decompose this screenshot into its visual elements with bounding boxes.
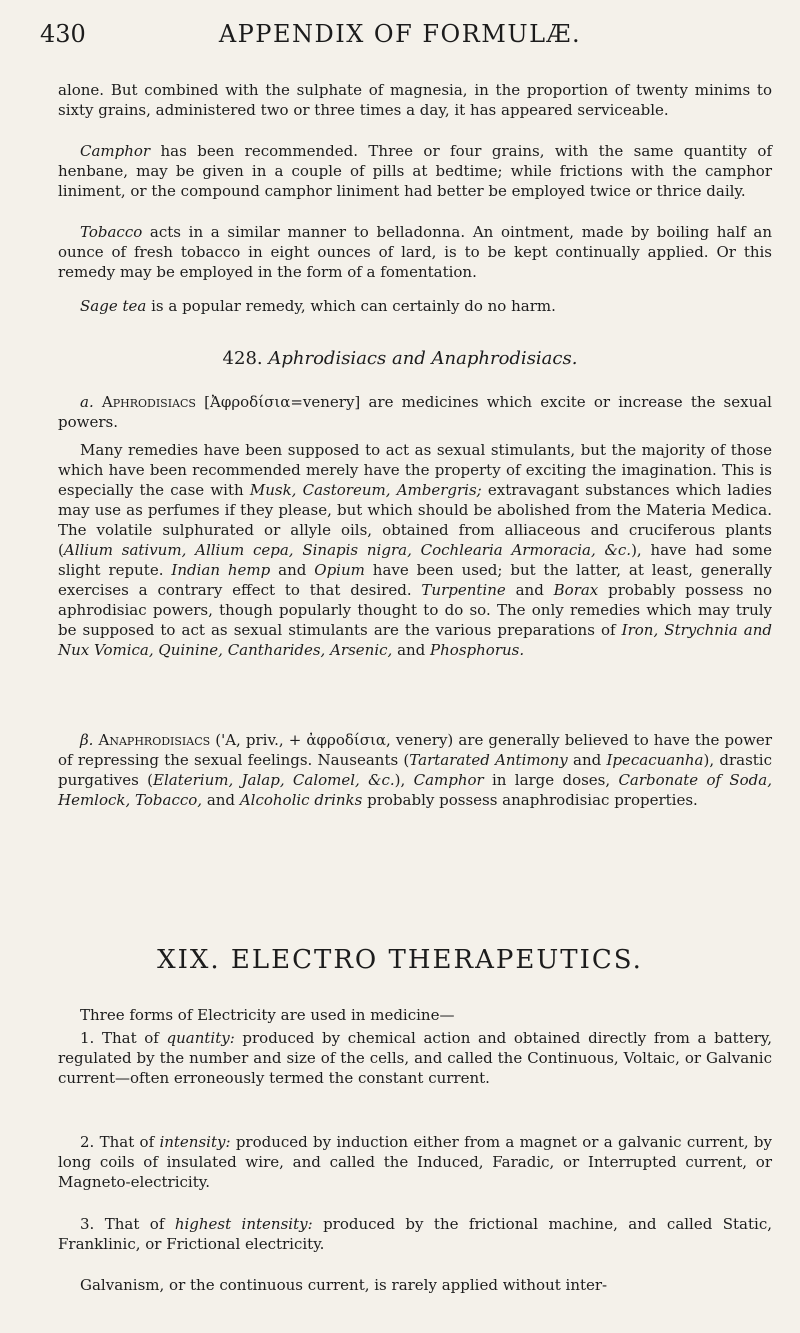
page-number: 430	[40, 20, 86, 48]
tobacco-term: Tobacco	[80, 223, 143, 241]
section-title: Aphrodisiacs and Anaphrodisiacs.	[268, 348, 578, 369]
paragraph-quantity	[58, 1028, 772, 1088]
text-run: and	[392, 641, 431, 659]
italic-run: highest intensity:	[174, 1215, 313, 1233]
text-run: 1. That of	[80, 1029, 167, 1047]
text-run: and	[567, 751, 607, 769]
paragraph-galvanism: Galvanism, or the continuous current, is rarely applied without inter-	[80, 1276, 608, 1294]
paragraph-camphor	[58, 141, 772, 201]
italic-run: Camphor	[413, 771, 484, 789]
italic-run: Ipecacuanha	[606, 751, 704, 769]
italic-run: Turpentine	[421, 581, 506, 599]
sage-tea-text: is a popular remedy, which can certainly do no harm.	[146, 297, 556, 315]
text-run: ), drastic purgatives (	[58, 751, 772, 789]
text-run: ('A, priv., + ἀφροδίσια, venery) are generally believed to have the power of repressing the sexual feelings. Nauseants (	[58, 731, 772, 769]
text-run: ),	[394, 771, 414, 789]
paragraph-aphrodisiacs-definition	[58, 392, 772, 432]
text-run: and	[505, 581, 554, 599]
text-run: and	[270, 561, 315, 579]
italic-run: quantity:	[166, 1029, 235, 1047]
italic-run: Opium	[314, 561, 365, 579]
sage-tea-term: Sage tea	[80, 297, 147, 315]
paragraph-highest-intensity	[58, 1214, 772, 1254]
text-run: 3. That of	[80, 1215, 175, 1233]
anaphrodisiacs-label: β.	[80, 731, 94, 749]
paragraph-forms-of-electricity: Three forms of Electricity are used in medicine—	[80, 1006, 455, 1024]
paragraph-sage-tea	[58, 296, 772, 316]
text-run: have been used; but the latter, at least, generally exercises a contrary effect to that desired.	[58, 561, 772, 599]
italic-run: intensity:	[159, 1133, 231, 1151]
italic-run: Phosphorus.	[430, 641, 525, 659]
italic-run: Alcoholic drinks	[239, 791, 363, 809]
text-run: and	[202, 791, 240, 809]
italic-run: Elaterium, Jalap, Calomel, &c.	[153, 771, 395, 789]
italic-run: Carbonate of Soda, Hemlock, Tobacco,	[58, 771, 772, 809]
text-run: 2. That of	[80, 1133, 160, 1151]
paragraph-aphrodisiacs-remedies	[58, 440, 772, 660]
text-run: ), have had some slight repute.	[58, 541, 772, 579]
paragraph-tobacco	[58, 222, 772, 282]
text-run: produced by induction either from a magnet or a galvanic current, by long coils of insulated wire, and called the Induced, Faradic, or Interrupted current, or Magneto-electricity.	[58, 1133, 772, 1191]
italic-run: Musk, Castoreum, Ambergris;	[249, 481, 482, 499]
italic-run: Indian hemp	[171, 561, 271, 579]
text-run: produced by the frictional machine, and called Static, Franklinic, or Frictional electricity.	[58, 1215, 772, 1253]
camphor-text: has been recommended. Three or four grains, with the same quantity of henbane, may be given in a couple of pills at bedtime; while frictions with the camphor liniment, or the compound camphor liniment had better be employed twice or thrice daily.	[58, 142, 772, 200]
camphor-term: Camphor	[80, 142, 151, 160]
tobacco-text: acts in a similar manner to belladonna. An ointment, made by boiling half an ounce of fresh tobacco in eight ounces of lard, is to be kept continually applied. Or this remedy may be employed in the form of a fomentation.	[58, 223, 772, 281]
chapter-title: XIX. ELECTRO THERAPEUTICS.	[157, 945, 643, 975]
paragraph-anaphrodisiacs	[58, 730, 772, 810]
text-run: in large doses,	[483, 771, 619, 789]
paragraph-hyoscyamus-end: alone. But combined with the sulphate of magnesia, in the proportion of twenty minims to sixty grains, administered two or three times a day, it has appeared serviceable.	[58, 81, 772, 119]
text-run: Many remedies have been supposed to act as sexual stimulants, but the majority of those which have been recommended merely have the property of exciting the imagination. This is especially the case with	[58, 441, 772, 499]
section-heading	[0, 348, 800, 369]
section-number: 428.	[222, 348, 263, 369]
italic-run: Tartarated Antimony	[409, 751, 568, 769]
page-header	[40, 20, 760, 60]
italic-run: Allium sativum, Allium cepa, Sinapis nigra, Cochlearia Armoracia, &c.	[63, 541, 632, 559]
anaphrodisiacs-term: Anaphrodisiacs	[98, 731, 211, 749]
paragraph-intensity	[58, 1132, 772, 1192]
italic-run: Borax	[553, 581, 599, 599]
italic-run: Iron, Strychnia and Nux Vomica, Quinine, Cantharides, Arsenic,	[58, 621, 772, 659]
text-run: extravagant substances which ladies may use as perfumes if they please, but which should be abolished from the Materia Medica. The volatile sulphurated or allyle oils, obtained from alliaceous and cruciferous plants (	[58, 481, 772, 559]
text-run: produced by chemical action and obtained directly from a battery, regulated by the number and size of the cells, and called the Continuous, Voltaic, or Galvanic current—often erroneously termed the constant current.	[58, 1029, 772, 1087]
text-run: probably possess anaphrodisiac properties.	[362, 791, 698, 809]
running-head: APPENDIX OF FORMULÆ.	[218, 20, 582, 48]
aphrodisiacs-definition-text: [Ἀφροδίσια=venery] are medicines which excite or increase the sexual powers.	[58, 393, 772, 431]
aphrodisiacs-label: a.	[80, 393, 94, 411]
text-run: probably possess no aphrodisiac powers, though popularly thought to do so. The only remedies which may truly be supposed to act as sexual stimulants are the various preparations of	[58, 581, 772, 639]
aphrodisiacs-term: Aphrodisiacs	[101, 393, 196, 411]
